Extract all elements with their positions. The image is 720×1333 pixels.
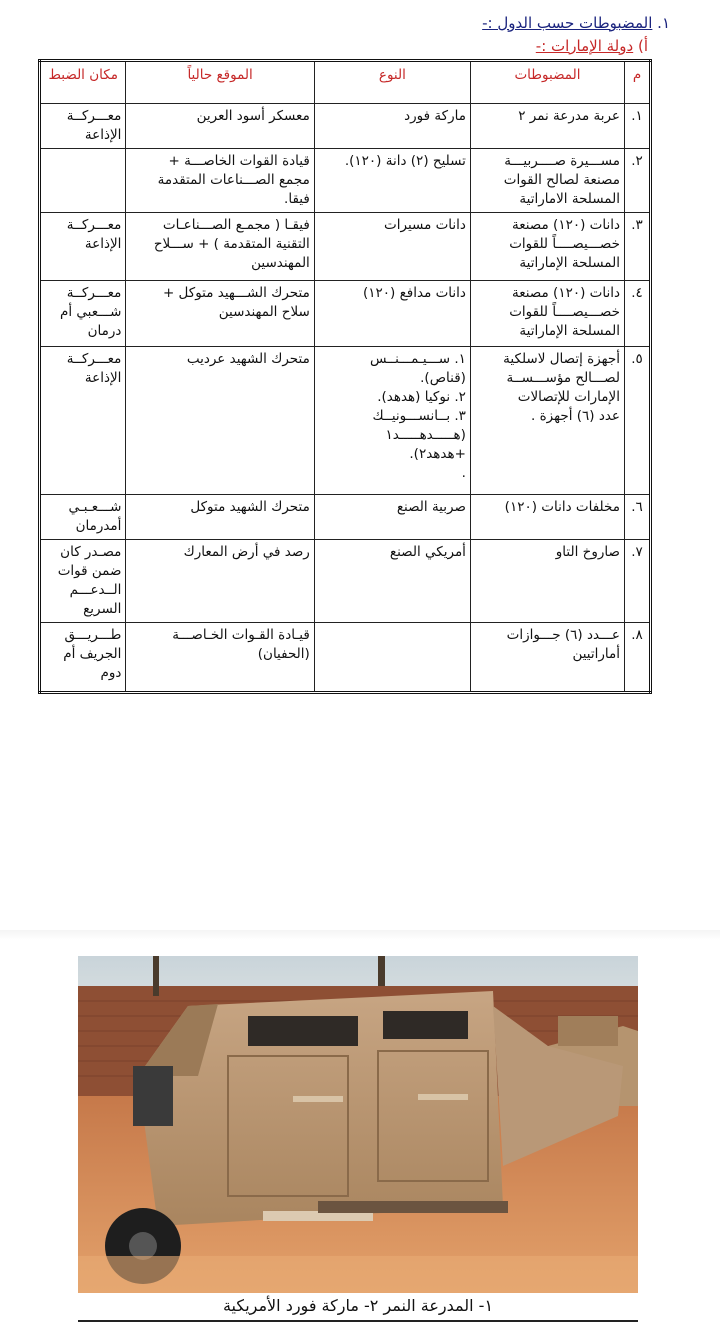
table-row	[40, 540, 651, 623]
table-body	[40, 104, 651, 693]
cell-seizure-place	[40, 104, 126, 149]
section-heading	[482, 14, 670, 32]
cell-serial: ٣.	[624, 213, 650, 281]
cell-line: ضمن قوات	[57, 563, 122, 579]
cell-line: الإمارات للإتصالات	[517, 389, 620, 405]
cell-line: ٢. نوكيا (هدهد).	[377, 389, 466, 405]
cell-location	[126, 495, 314, 540]
table-row	[40, 495, 651, 540]
cell-line: دانات مسيرات	[384, 217, 466, 233]
cell-location	[126, 281, 314, 347]
cell-line: متحرك الشهيد متوكل	[190, 499, 310, 515]
cell-type	[314, 213, 470, 281]
cell-line: سلاح المهندسين	[218, 304, 310, 320]
cell-seizure-place	[40, 213, 126, 281]
cell-serial: ٤.	[624, 281, 650, 347]
photo-caption: ١- المدرعة النمر ٢- ماركة فورد الأمريكية	[222, 1296, 494, 1315]
cell-line: (الحفيان)	[257, 646, 310, 662]
cell-line: تسليح (٢) دانة (١٢٠).	[344, 153, 466, 169]
cell-item	[470, 213, 624, 281]
cell-line: أماراتيين	[572, 646, 620, 662]
cell-location	[126, 104, 314, 149]
page-separator	[0, 930, 720, 940]
table-row	[40, 149, 651, 213]
cell-location	[126, 540, 314, 623]
header-items: المضبوطات	[470, 61, 624, 104]
cell-item	[470, 540, 624, 623]
cell-location	[126, 347, 314, 495]
cell-line: فيقا.	[284, 191, 310, 207]
cell-line: لصـــالح مؤســـســة	[506, 370, 620, 386]
cell-line: مصـدر كان	[60, 544, 122, 560]
cell-line: ماركة فورد	[404, 108, 466, 124]
cell-line: قيـادة القـوات الخـاصـــة	[172, 627, 310, 643]
cell-line: أجهزة إتصال لاسلكية	[503, 351, 620, 367]
cell-line: معـــركــة	[66, 351, 122, 367]
cell-line: صاروخ التاو	[555, 544, 620, 560]
cell-line: دانات (١٢٠) مصنعة	[511, 285, 620, 301]
subsection-number: أ)	[637, 37, 648, 55]
cell-line: ١. ســـيـمـــنــس	[370, 351, 466, 367]
cell-item	[470, 149, 624, 213]
cell-serial: ٥.	[624, 347, 650, 495]
cell-seizure-place	[40, 495, 126, 540]
cell-line: دانات (١٢٠) مصنعة	[511, 217, 620, 233]
cell-item	[470, 281, 624, 347]
subsection-heading	[536, 37, 648, 55]
cell-serial: ١.	[624, 104, 650, 149]
cell-item	[470, 623, 624, 693]
cell-location	[126, 213, 314, 281]
cell-type	[314, 149, 470, 213]
cell-line: رصد في أرض المعارك	[183, 544, 310, 560]
cell-line: مســـيرة صــــربيـــة	[504, 153, 620, 169]
cell-item	[470, 347, 624, 495]
cell-seizure-place	[40, 347, 126, 495]
cell-serial: ٢.	[624, 149, 650, 213]
cell-line: شـــعبي أم	[60, 304, 122, 320]
header-current-location: الموقع حالياً	[126, 61, 314, 104]
cell-line: خصـــيصــــاً للقوات	[509, 236, 620, 252]
cell-type	[314, 104, 470, 149]
cell-line: الإذاعة	[84, 127, 122, 143]
cell-line: السريع	[83, 601, 122, 617]
cell-line: المسلحة الاماراتية	[519, 191, 620, 207]
cell-seizure-place	[40, 623, 126, 693]
table-row	[40, 104, 651, 149]
cell-line: (هـــــدهـــــد١	[385, 427, 466, 443]
seized-items-table	[38, 59, 652, 694]
cell-location	[126, 149, 314, 213]
cell-line: المهندسين	[251, 255, 310, 271]
cell-location	[126, 623, 314, 693]
cell-line: الجريف أم	[63, 646, 122, 662]
table-row	[40, 347, 651, 495]
cell-line: التقنية المتقدمة ) + ســـلاح	[153, 236, 310, 252]
cell-line: .	[461, 465, 466, 481]
cell-line: متحرك الشهيد عرديب	[186, 351, 310, 367]
cell-type	[314, 281, 470, 347]
cell-line: معـــركــة	[66, 108, 122, 124]
vehicle-photo	[78, 956, 638, 1293]
cell-line: فيقـا ( مجمـع الصـــناعـات	[162, 217, 310, 233]
cell-item	[470, 495, 624, 540]
cell-type	[314, 540, 470, 623]
table-row	[40, 623, 651, 693]
header-serial: م	[624, 61, 650, 104]
table-row	[40, 281, 651, 347]
cell-line: المسلحة الإماراتية	[519, 323, 620, 339]
subsection-title: دولة الإمارات :-	[535, 37, 634, 55]
cell-line: +هدهد٢).	[409, 446, 466, 462]
cell-line: مخلفات دانات (١٢٠)	[504, 499, 620, 515]
cell-line: معـــركــة	[66, 285, 122, 301]
cell-serial: ٦.	[624, 495, 650, 540]
header-type: النوع	[314, 61, 470, 104]
cell-line: أمريكي الصنع	[389, 544, 466, 560]
cell-item	[470, 104, 624, 149]
cell-line: قيادة القوات الخاصـــة +	[168, 153, 310, 169]
cell-line: طـــريـــق	[64, 627, 122, 643]
section-number: ١.	[657, 14, 670, 32]
cell-line: عربة مدرعة نمر ٢	[518, 108, 620, 124]
cell-line: درمان	[87, 323, 122, 339]
cell-type	[314, 347, 470, 495]
cell-seizure-place	[40, 149, 126, 213]
cell-line: دوم	[100, 665, 122, 681]
cell-line: معـــركــة	[66, 217, 122, 233]
armored-vehicle-image	[78, 956, 638, 1293]
cell-line: المسلحة الإماراتية	[519, 255, 620, 271]
cell-line: معسكر أسود العرين	[196, 108, 310, 124]
cell-line: مصنعة لصالح القوات	[503, 172, 620, 188]
cell-type	[314, 623, 470, 693]
bottom-rule	[78, 1320, 638, 1322]
cell-line: الــدعـــم	[69, 582, 122, 598]
cell-line: صربية الصنع	[396, 499, 466, 515]
cell-line: الإذاعة	[84, 236, 122, 252]
cell-serial: ٨.	[624, 623, 650, 693]
table-row	[40, 213, 651, 281]
cell-line: متحرك الشـــهيد متوكل +	[162, 285, 310, 301]
cell-type	[314, 495, 470, 540]
cell-line: دانات مدافع (١٢٠)	[362, 285, 466, 301]
cell-seizure-place	[40, 281, 126, 347]
cell-line: ٣. بــانســـونيــك	[372, 408, 466, 424]
table-header-row	[40, 61, 651, 104]
cell-line: شـــعـبـي	[68, 499, 122, 515]
cell-line: عدد (٦) أجهزة .	[531, 408, 620, 424]
cell-serial: ٧.	[624, 540, 650, 623]
header-seizure-place: مكان الضبط	[40, 61, 126, 104]
cell-line: مجمع الصـــناعات المتقدمة	[157, 172, 310, 188]
cell-line: أمدرمان	[75, 518, 122, 534]
cell-line: عـــدد (٦) جـــوازات	[506, 627, 620, 643]
cell-line: الإذاعة	[84, 370, 122, 386]
cell-seizure-place	[40, 540, 126, 623]
section-title: المضبوطات حسب الدول :-	[482, 14, 653, 32]
cell-line: (قناص).	[420, 370, 466, 386]
cell-line: خصـــيصــــاً للقوات	[509, 304, 620, 320]
